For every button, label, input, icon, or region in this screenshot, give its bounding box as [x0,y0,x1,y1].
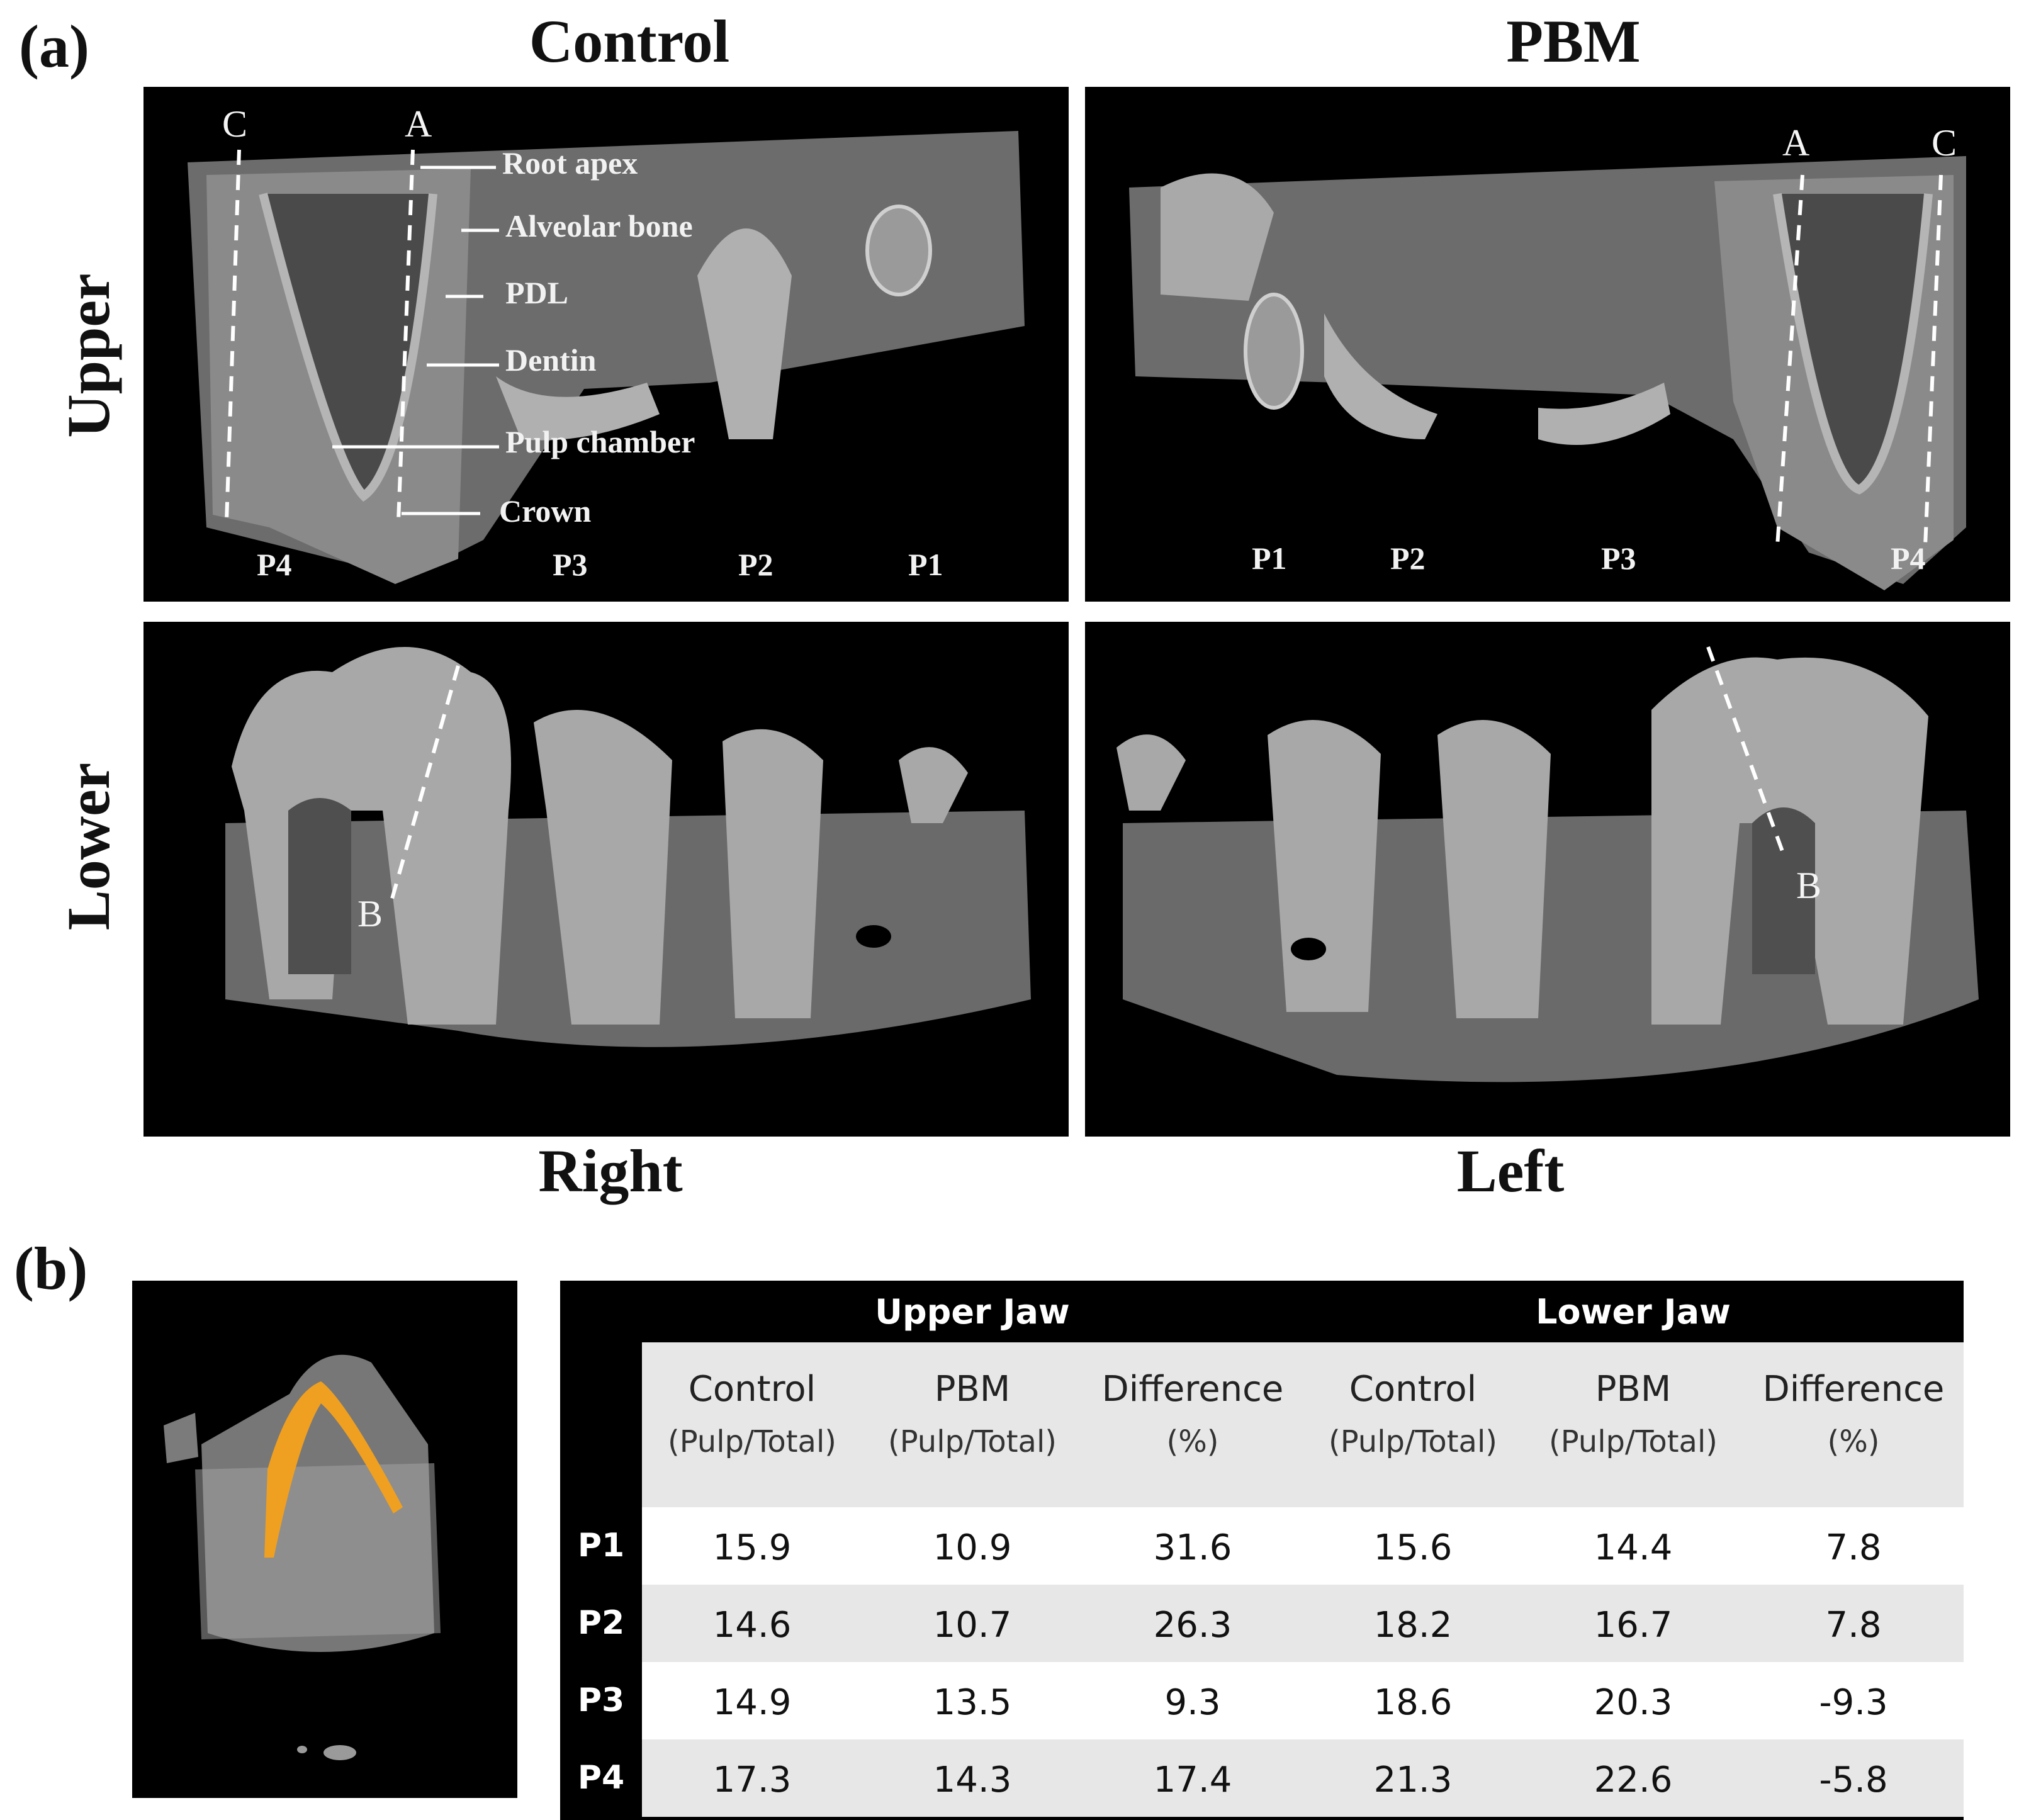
table-cell: 26.3 [1153,1605,1232,1646]
tooth-label: P3 [553,547,588,582]
annotation-root-apex: Root apex [502,145,638,181]
column-header: Control [1349,1369,1477,1410]
marker-a: A [405,103,432,145]
marker-a: A [1782,122,1810,164]
pulp-3d-render-image [132,1281,517,1798]
row-label: P1 [560,1507,642,1585]
annotation-pulp-chamber: Pulp chamber [505,424,695,459]
column-header: PBM [1595,1369,1672,1410]
column-subheader: (Pulp/Total) [1328,1424,1498,1459]
table-cell: 15.6 [1373,1527,1453,1568]
column-subheader: (%) [1166,1424,1219,1459]
table-cell: 18.2 [1373,1605,1453,1646]
table-cell: 13.5 [933,1682,1012,1723]
table-cell: -5.8 [1819,1760,1888,1800]
column-title-pbm: PBM [1506,8,1641,75]
table-cell: 18.6 [1373,1682,1453,1723]
column-header: PBM [934,1369,1011,1410]
annotation-dentin: Dentin [505,342,597,378]
table-cell: 17.3 [712,1760,792,1800]
table-cell: 14.4 [1594,1527,1673,1568]
row-title-upper: Upper [55,273,122,438]
tooth-label: P3 [1601,541,1636,576]
table-cell: 14.3 [933,1760,1012,1800]
tooth-label: P1 [1252,541,1287,576]
marker-c: C [222,103,248,145]
row-label: P3 [560,1662,642,1739]
annotation-alveolar-bone: Alveolar bone [505,208,693,244]
table-bottom-rule [560,1817,1964,1820]
table-cell: 7.8 [1825,1527,1882,1568]
scan-upper-control [143,87,1069,602]
row-label: P4 [560,1739,642,1817]
row-title-lower: Lower [55,762,122,931]
scan-upper-pbm-image [1085,87,2010,602]
table-cell: 7.8 [1825,1605,1882,1646]
table-cell: 31.6 [1153,1527,1232,1568]
bottom-title-right: Right [538,1137,683,1205]
table-cell: 14.6 [712,1605,792,1646]
marker-b: B [357,893,383,935]
scan-lower-control-image [143,622,1069,1137]
table-cell: -9.3 [1819,1682,1888,1723]
column-subheader: (%) [1827,1424,1880,1459]
table-cell: 14.9 [712,1682,792,1723]
table-cell: 16.7 [1594,1605,1673,1646]
group-header-lower-jaw: Lower Jaw [1536,1292,1731,1332]
scan-lower-control [143,622,1069,1137]
table-cell: 17.4 [1153,1760,1232,1800]
column-header: Control [688,1369,816,1410]
table-cell: 22.6 [1594,1760,1673,1800]
column-subheader: (Pulp/Total) [667,1424,837,1459]
table-corner [560,1342,642,1507]
table-cell: 15.9 [712,1527,792,1568]
pulp-3d-render [132,1281,517,1798]
table-cell: 20.3 [1594,1682,1673,1723]
table-cell: 21.3 [1373,1760,1453,1800]
tooth-label: P4 [257,547,292,582]
panel-a-label: (a) [19,13,89,80]
tooth-label: P2 [1390,541,1426,576]
group-header-upper-jaw: Upper Jaw [875,1292,1070,1332]
scan-lower-pbm [1085,622,2010,1137]
annotation-crown: Crown [499,493,592,529]
annotation-pdl: PDL [505,275,568,310]
tooth-label: P1 [908,547,943,582]
marker-b: B [1796,865,1822,906]
column-subheader: (Pulp/Total) [887,1424,1057,1459]
column-title-control: Control [529,8,730,75]
bottom-title-left: Left [1456,1137,1565,1205]
table-cell: 10.7 [933,1605,1012,1646]
pulp-ratio-table [560,1281,1964,1800]
column-header: Difference [1101,1369,1284,1410]
tooth-label: P4 [1891,541,1926,576]
marker-c: C [1932,122,1957,164]
column-header: Difference [1762,1369,1945,1410]
column-subheader: (Pulp/Total) [1548,1424,1718,1459]
table-cell: 9.3 [1164,1682,1221,1723]
table-cell: 10.9 [933,1527,1012,1568]
scan-lower-pbm-image [1085,622,2010,1137]
tooth-label: P2 [738,547,773,582]
scan-upper-pbm [1085,87,2010,602]
row-label: P2 [560,1585,642,1662]
panel-b-label: (b) [14,1235,88,1302]
